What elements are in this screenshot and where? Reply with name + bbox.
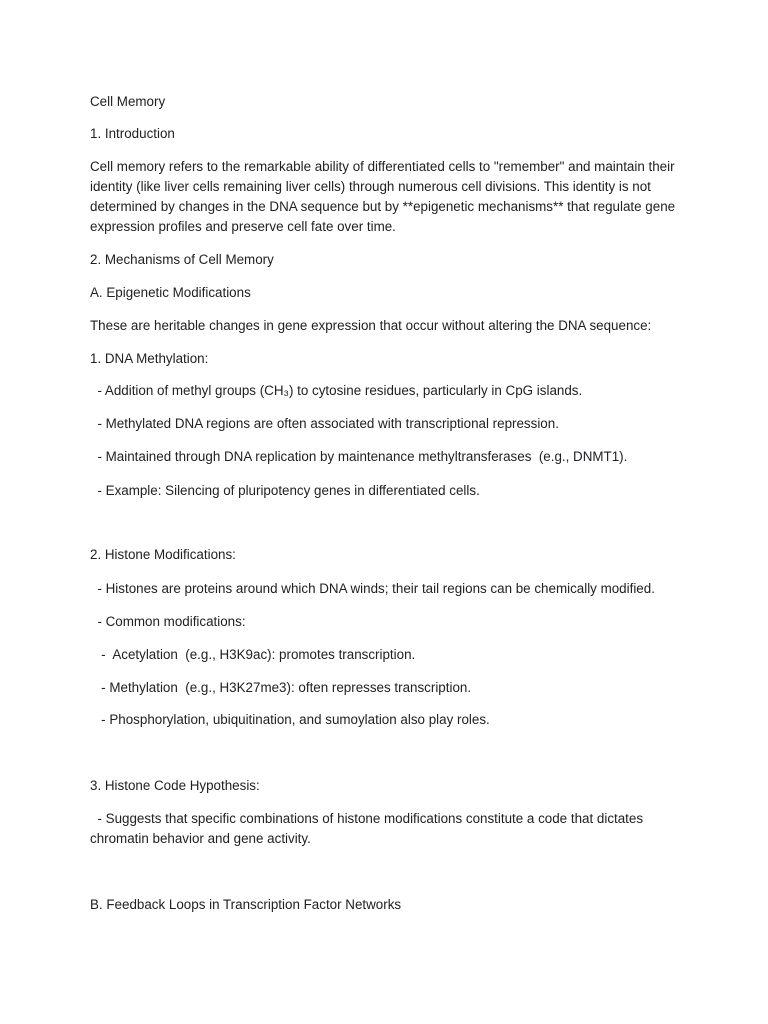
item-heading-histone-code: 3. Histone Code Hypothesis: [90, 778, 260, 793]
intro-paragraph: Cell memory refers to the remarkable ability of differentiated cells to "remember" and maintain their identity (like liver cells remaining liver cells) through numerous cell divisions. This identity is not determined by changes in the DNA sequence but by **epigenetic mechanisms** that regulate gene expression profiles and preserve cell fate over time. [90, 159, 679, 234]
list-item: - Acetylation (e.g., H3K9ac): promotes transcription. [90, 647, 416, 662]
list-item: - Maintained through DNA replication by maintenance methyltransferases (e.g., DNMT1). [90, 449, 628, 464]
list-item: - Common modifications: [90, 614, 246, 629]
list-item: - Phosphorylation, ubiquitination, and sumoylation also play roles. [90, 712, 490, 727]
document-title: Cell Memory [90, 94, 166, 109]
section-heading-mechanisms: 2. Mechanisms of Cell Memory [90, 252, 274, 267]
subsection-intro-epigenetic: These are heritable changes in gene expression that occur without altering the DNA sequence: [90, 318, 652, 333]
list-item: - Example: Silencing of pluripotency genes in differentiated cells. [90, 483, 480, 498]
histone-code-text: - Suggests that specific combinations of histone modifications constitute a code that dictates chromatin behavior and gene activity. [90, 811, 647, 846]
subsection-heading-epigenetic: A. Epigenetic Modifications [90, 285, 251, 300]
item-heading-dna-methylation: 1. DNA Methylation: [90, 351, 209, 366]
item-heading-histone-modifications: 2. Histone Modifications: [90, 547, 236, 562]
list-item: - Methylated DNA regions are often associated with transcriptional repression. [90, 416, 559, 431]
subsection-heading-feedback-loops: B. Feedback Loops in Transcription Factor Networks [90, 897, 402, 912]
list-item: - Addition of methyl groups (CH₃) to cytosine residues, particularly in CpG islands. [90, 383, 583, 398]
list-item: - Methylation (e.g., H3K27me3): often represses transcription. [90, 680, 472, 695]
list-item: - Histones are proteins around which DNA winds; their tail regions can be chemically modified. [90, 581, 655, 596]
section-heading-introduction: 1. Introduction [90, 126, 175, 141]
